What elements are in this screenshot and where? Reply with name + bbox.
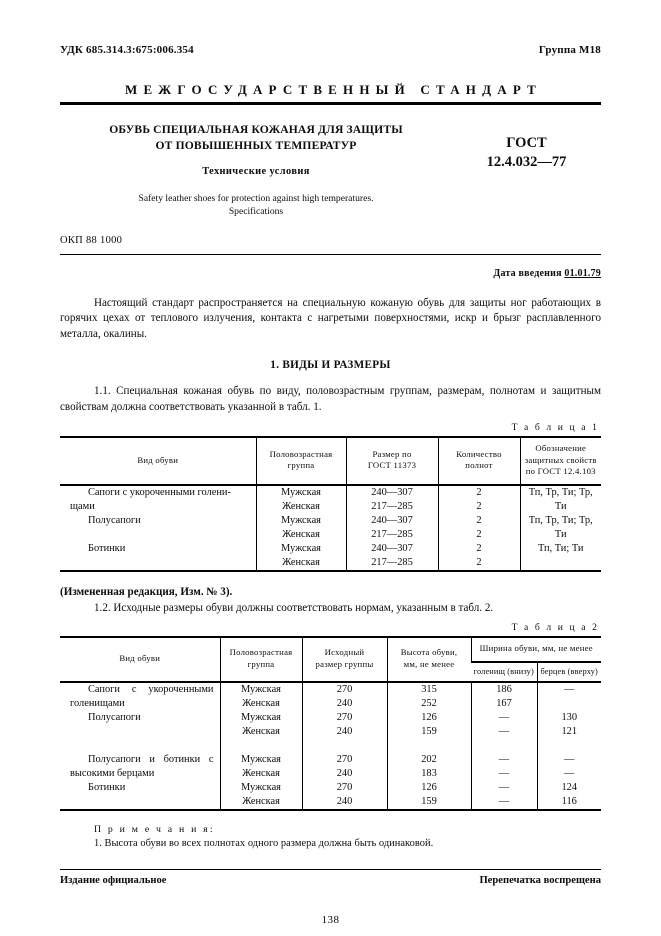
table-2-header-type-text: Вид обуви	[119, 653, 161, 664]
table-row	[60, 485, 601, 500]
table-1-cell-group: Мужская	[256, 542, 346, 556]
table-1-cell-size: 217—285	[346, 500, 438, 514]
standard-number: 12.4.032—77	[486, 154, 567, 171]
table-1-cell-widths: 2	[438, 556, 520, 570]
clause-1-1: 1.1. Специальная кожаная обувь по виду, половозрастным группам, размерам, полнотам и защитным свойствам должна соответствовать указанной в табл. 1.	[60, 385, 601, 413]
table-2-header-shaft: голенищ (внизу)	[471, 662, 537, 682]
table-2-header-height-line1: Высота обуви,	[400, 647, 458, 658]
table-2-cell-type	[60, 725, 220, 739]
table-2-cell-quarter: 121	[537, 725, 601, 739]
table-2-cell-size: 240	[302, 697, 387, 711]
table-2-cell-shaft: —	[471, 753, 537, 767]
table-2-caption: Т а б л и ц а 2	[511, 622, 599, 634]
table-2-header-size-line2: размер группы	[315, 659, 374, 670]
table-1-cell-type	[60, 556, 256, 570]
table-2-header-group-line1: Половозрастная	[229, 647, 293, 658]
table-2-cell-quarter: —	[537, 767, 601, 781]
table-2-header-type	[60, 638, 220, 682]
table-2-header-height	[387, 638, 471, 682]
table-2-cell-type-text: Полусапоги и ботинки с	[88, 753, 214, 765]
main-title-line1: ОБУВЬ СПЕЦИАЛЬНАЯ КОЖАНАЯ ДЛЯ ЗАЩИТЫ	[109, 123, 403, 136]
table-1-cell-size: 240—307	[346, 485, 438, 500]
table-row	[60, 711, 601, 725]
table-2-cell-type-text: Ботинки	[88, 781, 126, 793]
notes-block	[60, 824, 601, 849]
table-1-header-props-line2: защитных свойств	[524, 454, 597, 465]
table-2-cell-type-text: Полусапоги	[88, 711, 141, 723]
standard-number-area	[452, 122, 601, 173]
table-2-cell-type	[60, 781, 220, 795]
table-2-cell-quarter	[537, 697, 601, 711]
table-2-cell-shaft: 167	[471, 697, 537, 711]
table-2-cell-height: 126	[387, 781, 471, 795]
notes-item-1: 1. Высота обуви во всех полнотах одного размера должна быть одинаковой.	[94, 837, 434, 849]
table-2-cell-height: 252	[387, 697, 471, 711]
table-1-cell-props	[520, 556, 601, 570]
table-2-cell-type	[60, 711, 220, 725]
main-title-line2: ОТ ПОВЫШЕННЫХ ТЕМПЕРАТУР	[155, 138, 357, 152]
table-1-header-props-line1: Обозначение	[535, 442, 587, 453]
table-2-cell-group: Женская	[220, 767, 302, 781]
table-1-cell-size: 217—285	[346, 556, 438, 570]
table-row	[60, 753, 601, 767]
notes-heading: П р и м е ч а н и я:	[94, 823, 215, 835]
table-2-cell-group: Женская	[220, 725, 302, 739]
table-row	[60, 682, 601, 697]
table-1-cell-group: Женская	[256, 500, 346, 514]
table-2-header-quarter: берцев (вверху)	[537, 662, 601, 682]
table-1-head	[60, 438, 601, 485]
table-2-cell-type	[60, 753, 220, 767]
table-2-cell-shaft: —	[471, 711, 537, 725]
table-2-cell-size: 270	[302, 781, 387, 795]
footer-right-text: Перепечатка воспрещена	[479, 874, 601, 886]
table-1-cell-type-text: Полусапоги	[88, 514, 141, 526]
table-2-header-width-group: Ширина обуви, мм, не менее	[471, 638, 601, 662]
table-1-cell-group: Мужская	[256, 514, 346, 528]
table-1-caption: Т а б л и ц а 1	[511, 421, 599, 433]
table-2-cell-type-text: Сапоги с укороченными	[88, 684, 214, 696]
banner-rule	[60, 102, 601, 105]
table-1-cell-size: 240—307	[346, 514, 438, 528]
table-1-body	[60, 485, 601, 570]
table-1-header-widths-text: Количество полнот	[456, 448, 502, 471]
standard-label: ГОСТ	[506, 135, 547, 151]
title-block	[60, 122, 601, 219]
table-row	[60, 767, 601, 781]
table-1-header-group-line2: группа	[287, 460, 315, 471]
table-2-cell-group: Мужская	[220, 711, 302, 725]
clause-1-2: 1.2. Исходные размеры обуви должны соответствовать нормам, указанным в табл. 2.	[94, 601, 494, 614]
introduction-date-label: Дата введения	[493, 267, 562, 279]
table-2-body	[60, 682, 601, 809]
table-2-cell-type	[60, 697, 220, 711]
english-title-line1: Safety leather shoes for protection against high temperatures.	[138, 193, 374, 205]
table-1-cell-size: 217—285	[346, 528, 438, 542]
table-row	[60, 725, 601, 739]
table-2-head	[60, 638, 601, 682]
udk-code: УДК 685.314.3:675:006.354	[60, 44, 194, 56]
table-1-cell-type	[60, 514, 256, 528]
table-1-cell-widths: 2	[438, 485, 520, 500]
table-1-cell-type	[60, 500, 256, 514]
table-row	[60, 542, 601, 556]
table-2-cell-type	[60, 682, 220, 697]
table-2-cell-group: Женская	[220, 697, 302, 711]
table-2-cell-size: 270	[302, 753, 387, 767]
scope-paragraph: Настоящий стандарт распространяется на специальную кожаную обувь для защиты ног работающих в горячих цехах от теплового излучения, контакта с нагретыми поверхностями, искр и брызг расплавленного металла, окалины.	[60, 296, 601, 340]
table-1-cell-type-text: Сапоги с укороченными голени-	[88, 487, 231, 499]
table-1-header-size-line2: ГОСТ 11373	[367, 460, 417, 471]
table-2-cell-type-text: высокими берцами	[70, 767, 155, 779]
table-2-cell-size: 270	[302, 682, 387, 697]
english-title-line2: Specifications	[228, 205, 284, 217]
table-2-header-group	[220, 638, 302, 682]
table-2-cell-shaft: —	[471, 767, 537, 781]
footer-left-text: Издание официальное	[60, 874, 167, 886]
table-2-header-height-line2: мм, не менее	[403, 659, 455, 670]
table-row	[60, 528, 601, 542]
table-row	[60, 781, 601, 795]
table-2-cell-quarter: —	[537, 753, 601, 767]
section-1-heading: 1. ВИДЫ И РАЗМЕРЫ	[270, 359, 391, 372]
table-1-header-props-line3: по ГОСТ 12.4.103	[525, 466, 596, 477]
table-2-cell-shaft: —	[471, 725, 537, 739]
okp-code: ОКП 88 1000	[60, 234, 123, 246]
table-1-cell-props: Ти	[520, 500, 601, 514]
table-2-cell-group: Мужская	[220, 682, 302, 697]
main-title	[60, 122, 452, 153]
table-2-cell-height: 159	[387, 795, 471, 809]
title-text-area	[60, 122, 452, 219]
table-row	[60, 514, 601, 528]
table-2-cell-size: 240	[302, 795, 387, 809]
table-1-header-type	[60, 438, 256, 485]
table-2-cell-size: 240	[302, 725, 387, 739]
table-1-cell-type	[60, 528, 256, 542]
table-1-cell-type-text: Ботинки	[88, 542, 126, 554]
table-1-cell-type-text: щами	[70, 500, 95, 512]
table-1-header-group-line1: Половозрастная	[269, 448, 333, 459]
table-2-cell-quarter: 130	[537, 711, 601, 725]
table-2-cell-group: Женская	[220, 795, 302, 809]
document-footer	[60, 870, 601, 886]
table-2-cell-shaft: —	[471, 795, 537, 809]
table-row	[60, 556, 601, 570]
table-row	[60, 500, 601, 514]
table-1-cell-props: Тп, Тр, Ти; Тр,	[520, 485, 601, 500]
table-1-cell-widths: 2	[438, 542, 520, 556]
table-2-cell-type-text: голенищами	[70, 697, 125, 709]
table-2-group-gap	[60, 739, 601, 753]
table-1-cell-props: Тп, Тр, Ти; Тр,	[520, 514, 601, 528]
table-1-cell-widths: 2	[438, 514, 520, 528]
page-number: 138	[321, 913, 340, 926]
table-2-cell-height: 183	[387, 767, 471, 781]
document-header-line	[60, 0, 601, 56]
table-2-cell-quarter: 116	[537, 795, 601, 809]
english-title	[60, 193, 452, 218]
table-2-cell-shaft: —	[471, 781, 537, 795]
table-2-cell-group: Мужская	[220, 753, 302, 767]
table-2-header-size-line1: Исходный	[324, 647, 365, 658]
table-1-header-size	[346, 438, 438, 485]
table-1-cell-widths: 2	[438, 528, 520, 542]
table-2-cell-height: 126	[387, 711, 471, 725]
table-row	[60, 697, 601, 711]
introduction-date	[60, 268, 601, 279]
table-1-header-props	[520, 438, 601, 485]
table-2-cell-quarter: —	[537, 682, 601, 697]
table-1	[60, 438, 601, 570]
table-2-cell-height: 315	[387, 682, 471, 697]
amendment-note: (Измененная редакция, Изм. № 3).	[60, 585, 233, 598]
table-2	[60, 638, 601, 808]
table-1-cell-type	[60, 542, 256, 556]
table-1-header-widths	[438, 438, 520, 485]
subtitle: Технические условия	[202, 166, 310, 178]
table-2-cell-type	[60, 767, 220, 781]
table-1-header-group	[256, 438, 346, 485]
table-1-cell-group: Женская	[256, 556, 346, 570]
table-1-wrapper	[60, 436, 601, 572]
table-2-cell-size: 240	[302, 767, 387, 781]
table-2-header-group-line2: группа	[247, 659, 275, 670]
table-2-cell-height: 202	[387, 753, 471, 767]
table-1-cell-widths: 2	[438, 500, 520, 514]
table-2-wrapper	[60, 636, 601, 810]
table-1-cell-props: Ти	[520, 528, 601, 542]
table-2-cell-size: 270	[302, 711, 387, 725]
table-2-cell-group: Мужская	[220, 781, 302, 795]
table-1-header-size-line1: Размер по	[372, 448, 412, 459]
table-row	[60, 795, 601, 809]
table-2-cell-shaft: 186	[471, 682, 537, 697]
table-1-cell-size: 240—307	[346, 542, 438, 556]
standard-banner: МЕЖГОСУДАРСТВЕННЫЙ СТАНДАРТ	[124, 82, 543, 97]
table-2-header-size	[302, 638, 387, 682]
okp-rule	[60, 254, 601, 255]
document-page	[60, 0, 601, 936]
introduction-date-value: 01.01.79	[564, 267, 601, 279]
table-1-cell-group: Женская	[256, 528, 346, 542]
table-1-cell-type	[60, 485, 256, 500]
table-2-cell-height: 159	[387, 725, 471, 739]
table-2-cell-quarter: 124	[537, 781, 601, 795]
table-1-cell-group: Мужская	[256, 485, 346, 500]
table-1-cell-props: Тп, Ти; Ти	[520, 542, 601, 556]
table-2-cell-type	[60, 795, 220, 809]
table-1-header-type-text: Вид обуви	[137, 454, 179, 465]
group-code: Группа М18	[538, 44, 601, 56]
